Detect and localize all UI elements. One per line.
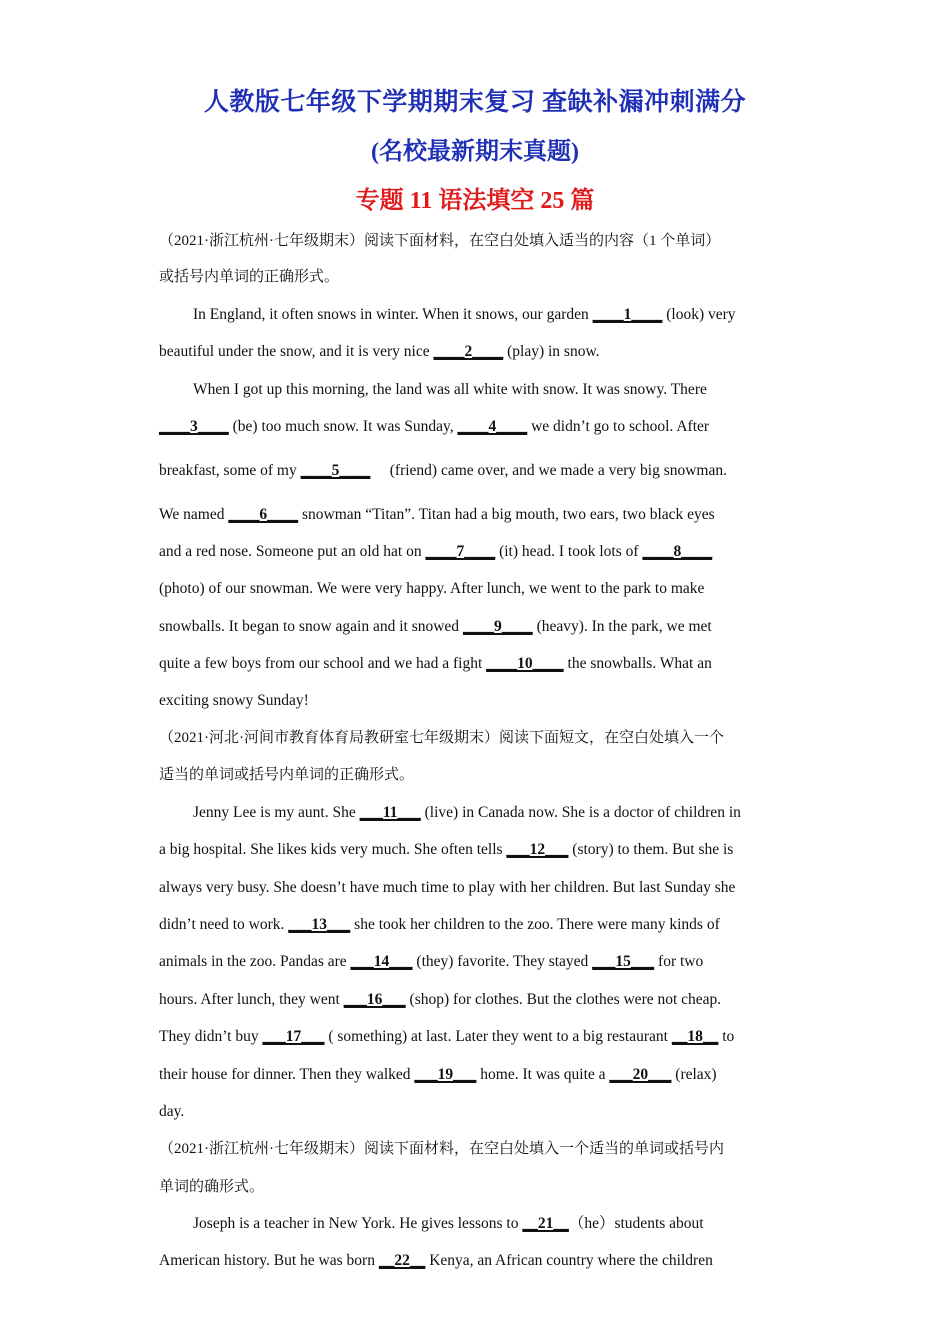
text-run: American history. But he was born [159,1252,379,1269]
title-line-3: 专题 11 语法填空 25 篇 [355,188,595,214]
text-run: snowballs. It began to snow again and it snowed [159,618,463,635]
text-run: snowman “Titan”. Titan had a big mouth, two ears, two black eyes [298,506,715,523]
text-run: didn’t need to work. [159,916,289,933]
passage-line [159,1250,713,1272]
passage-line [159,839,733,861]
text-run: (heavy). In the park, we met [532,618,712,635]
text-run: (story) to them. But she is [568,841,734,858]
text-run: They didn’t buy [159,1028,263,1045]
passage-line [159,951,703,973]
passage-line [159,416,709,438]
section-1-source: （2021·浙江杭州·七年级期末）阅读下面材料，在空白处填入适当的内容（1 个单词） [159,233,721,249]
text-run: (shop) for clothes. But the clothes were not cheap. [405,991,722,1008]
blank-14: ___14___ [350,953,413,970]
text-run: their house for dinner. Then they walked [159,1066,415,1083]
passage-line: When I got up this morning, the land was all white with snow. It was snowy. There [193,381,707,398]
blank-22: __22__ [378,1252,426,1269]
text-run: and a red nose. Someone put an old hat on [159,543,426,560]
text-run: (play) in snow. [503,343,600,360]
blank-21: __21__ [522,1215,569,1232]
text-run: to [718,1028,735,1045]
passage-line [159,653,712,675]
blank-8: ____8____ [642,543,713,560]
blank-16: ___16___ [343,991,406,1008]
blank-19: ___19___ [414,1066,477,1083]
section-3-source: （2021·浙江杭州·七年级期末）阅读下面材料，在空白处填入一个适当的单词或括号内 [159,1141,724,1157]
text-run: In England, it often snows in winter. When it snows, our garden [193,306,593,323]
blank-15: ___15___ [592,953,655,970]
passage-line [193,802,741,824]
passage-line: always very busy. She doesn’t have much time to play with her children. But last Sunday she [159,879,736,896]
blank-13: ___13___ [288,916,351,933]
text-run: animals in the zoo. Pandas are [159,953,351,970]
title-line-2: (名校最新期末真题) [371,139,579,165]
text-run: We named [159,506,229,523]
blank-2: ____2____ [433,343,504,360]
text-run: home. It was quite a [476,1066,610,1083]
text-run: quite a few boys from our school and we had a fight [159,655,487,672]
text-run: we didn’t go to school. After [527,418,710,435]
passage-line [159,914,720,936]
passage-line [159,504,715,526]
text-run: (friend) came over, and we made a very big snowman. [370,462,727,479]
passage-line: exciting snowy Sunday! [159,692,309,709]
text-run: (relax) [671,1066,717,1083]
blank-17: ___17___ [262,1028,325,1045]
blank-1: ____1____ [592,306,663,323]
text-run: the snowballs. What an [563,655,712,672]
passage-line [159,341,600,363]
passage-line: day. [159,1103,185,1120]
passage-line [159,460,727,482]
blank-5: ____5____ [300,462,371,479]
blank-20: ___20___ [609,1066,672,1083]
passage-line [159,616,712,638]
text-run: a big hospital. She likes kids very much. She often tells [159,841,507,858]
text-run: (live) in Canada now. She is a doctor of children in [420,804,741,821]
text-run: Kenya, an African country where the children [425,1252,713,1269]
text-run: Jenny Lee is my aunt. She [193,804,360,821]
text-run: breakfast, some of my [159,462,301,479]
blank-3: ____3____ [159,418,229,435]
section-2-source: （2021·河北·河间市教育体育局教研室七年级期末）阅读下面短文，在空白处填入一个 [159,730,724,746]
text-run: (they) favorite. They stayed [412,953,593,970]
text-run: ( something) at last. Later they went to a big restaurant [324,1028,672,1045]
text-run: (be) too much snow. It was Sunday, [228,418,458,435]
text-run: (it) head. I took lots of [495,543,643,560]
text-run: for two [654,953,704,970]
text-run: she took her children to the zoo. There were many kinds of [350,916,720,933]
blank-4: ____4____ [457,418,528,435]
section-1-source-cont: 或括号内单词的正确形式。 [159,269,340,285]
text-run: (look) very [662,306,736,323]
passage-line [159,1064,717,1086]
blank-7: ____7____ [425,543,496,560]
passage-line [159,989,721,1011]
title-line-1: 人教版七年级下学期期末复习 查缺补漏冲刺满分 [203,89,747,116]
blank-11: ___11___ [359,804,421,821]
passage-line [193,304,736,326]
blank-18: __18__ [671,1028,719,1045]
text-run: （he）students about [568,1215,704,1232]
blank-12: ___12___ [506,841,569,858]
text-run: Joseph is a teacher in New York. He gives lessons to [193,1215,523,1232]
section-3-source-cont: 单词的确形式。 [159,1179,265,1195]
passage-line [193,1213,704,1235]
blank-10: ____10____ [486,655,564,672]
passage-line: (photo) of our snowman. We were very happy. After lunch, we went to the park to make [159,580,705,597]
blank-6: ____6____ [228,506,299,523]
blank-9: ____9____ [462,618,533,635]
text-run: hours. After lunch, they went [159,991,344,1008]
passage-line [159,541,712,563]
passage-line [159,1026,734,1048]
section-2-source-cont: 适当的单词或括号内单词的正确形式。 [159,767,415,783]
text-run: beautiful under the snow, and it is very nice [159,343,434,360]
